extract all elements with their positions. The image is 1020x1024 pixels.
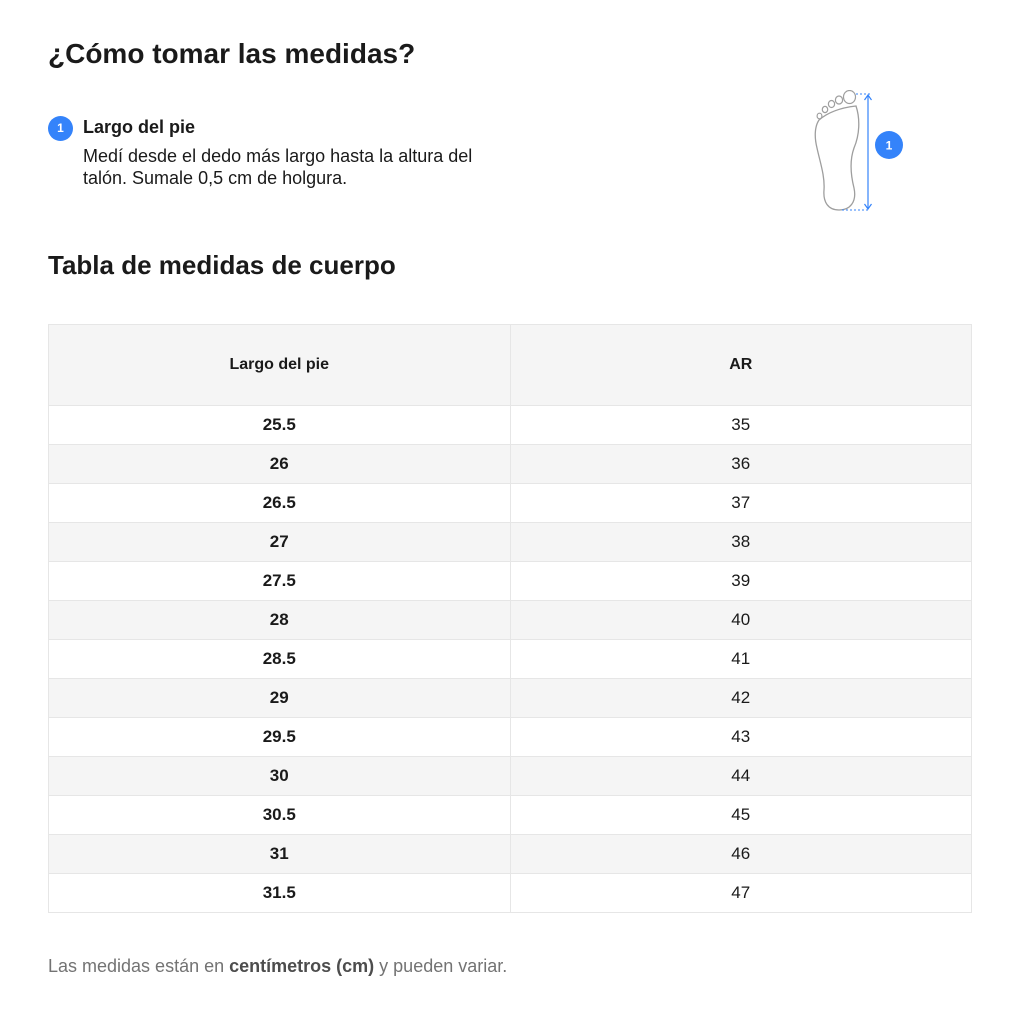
ar-size-cell: 45 (510, 796, 972, 835)
table-row (49, 874, 972, 913)
size-table (48, 324, 972, 913)
ar-size-cell: 46 (510, 835, 972, 874)
table-row (49, 484, 972, 523)
foot-length-cell: 28.5 (49, 640, 511, 679)
ar-size-cell: 47 (510, 874, 972, 913)
ar-size-cell: 44 (510, 757, 972, 796)
foot-length-cell: 26.5 (49, 484, 511, 523)
ar-size-cell: 36 (510, 445, 972, 484)
foot-length-cell: 30 (49, 757, 511, 796)
step-title: Largo del pie (83, 117, 196, 137)
ar-size-cell: 39 (510, 562, 972, 601)
table-row (49, 601, 972, 640)
table-row (49, 796, 972, 835)
step-description: Medí desde el dedo más largo hasta la altura del talón. Sumale 0,5 cm de holgura. (83, 146, 473, 188)
footnote-suffix: y pueden variar. (374, 956, 508, 976)
foot-length-cell: 31.5 (49, 874, 511, 913)
ar-size-cell: 40 (510, 601, 972, 640)
foot-length-cell: 29.5 (49, 718, 511, 757)
ar-size-cell: 37 (510, 484, 972, 523)
table-row (49, 757, 972, 796)
ar-size-cell: 41 (510, 640, 972, 679)
table-row (49, 523, 972, 562)
table-row (49, 679, 972, 718)
footnote-units: centímetros (cm) (229, 956, 375, 976)
column-header-foot-length: Largo del pie (49, 325, 511, 406)
foot-length-cell: 31 (49, 835, 511, 874)
units-footnote (48, 956, 507, 977)
table-row (49, 406, 972, 445)
foot-length-cell: 25.5 (49, 406, 511, 445)
ar-size-cell: 43 (510, 718, 972, 757)
table-header-row (49, 325, 972, 406)
foot-length-cell: 30.5 (49, 796, 511, 835)
foot-length-cell: 28 (49, 601, 511, 640)
table-row (49, 718, 972, 757)
foot-measure-icon (808, 90, 908, 214)
foot-length-cell: 27.5 (49, 562, 511, 601)
table-title: Tabla de medidas de cuerpo (48, 250, 396, 280)
illustration-badge-number: 1 (885, 138, 893, 153)
ar-size-cell: 35 (510, 406, 972, 445)
step-number-badge: 1 (48, 116, 73, 141)
page-title: ¿Cómo tomar las medidas? (48, 38, 416, 69)
ar-size-cell: 42 (510, 679, 972, 718)
foot-length-cell: 29 (49, 679, 511, 718)
footnote-prefix: Las medidas están en (48, 956, 230, 976)
foot-length-cell: 27 (49, 523, 511, 562)
foot-length-cell: 26 (49, 445, 511, 484)
table-row (49, 562, 972, 601)
table-row (49, 835, 972, 874)
table-row (49, 445, 972, 484)
ar-size-cell: 38 (510, 523, 972, 562)
column-header-ar: AR (510, 325, 972, 406)
table-row (49, 640, 972, 679)
